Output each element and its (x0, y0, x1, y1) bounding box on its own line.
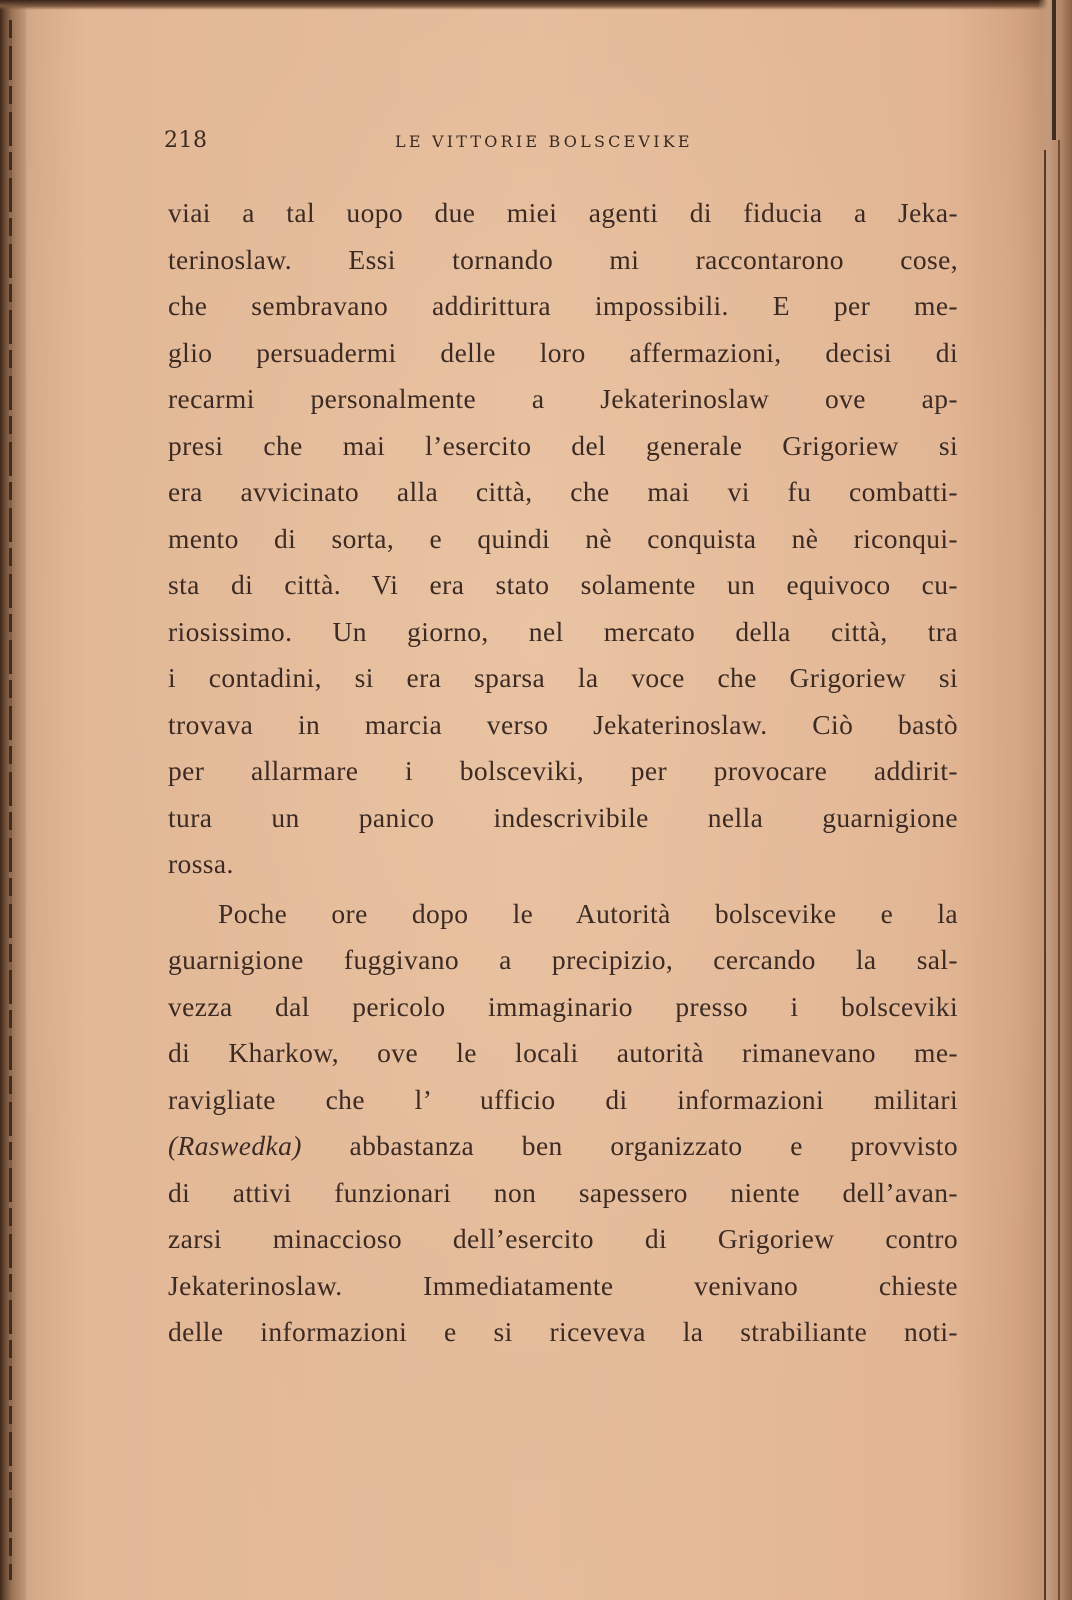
text-line: guarnigione fuggivano a precipizio, cercando la sal- (168, 944, 958, 975)
italic-term: (Raswedka) (168, 1130, 302, 1161)
text-line: di attivi funzionari non sapessero niente dell’avan- (168, 1176, 958, 1208)
text-line: che sembravano addirittura impossibili. E per me- (168, 290, 958, 321)
page-header (164, 128, 959, 158)
text-line: di Kharkow, ove le locali autorità rimanevano me- (168, 1037, 958, 1068)
page-edge-line (1052, 0, 1056, 140)
page-edge-line (1044, 150, 1046, 1600)
text-line: zarsi minaccioso dell’esercito di Grigoriew contro (168, 1223, 958, 1254)
text-line: per allarmare i bolsceviki, per provocare addirit- (168, 755, 958, 786)
text-line: terinoslaw. Essi tornando mi raccontarono cose, (168, 243, 958, 275)
text-line: vezza dal pericolo immaginario presso i bolsceviki (168, 990, 958, 1022)
page-binding-edge (0, 0, 26, 1600)
binding-stitch (9, 20, 12, 1580)
page-top-edge (0, 0, 1072, 10)
text-line: presi che mai l’esercito del generale Grigoriew si (168, 429, 958, 461)
text-line: delle informazioni e si riceveva la strabiliante noti- (168, 1316, 958, 1347)
page-right-edge (1038, 0, 1072, 1600)
body-text (168, 190, 958, 1356)
text-line: i contadini, si era sparsa la voce che Grigoriew si (168, 662, 958, 693)
page-number: 218 (164, 128, 208, 153)
text-line: rossa. (168, 848, 234, 879)
text-line: sta di città. Vi era stato solamente un equivoco cu- (168, 569, 958, 600)
text-line: ravigliate che l’ ufficio di informazioni militari (168, 1083, 958, 1115)
running-head: LE VITTORIE BOLSCEVIKE (395, 132, 693, 151)
text-line-raswedka (168, 1123, 958, 1170)
text-line: Poche ore dopo le Autorità bolscevike e la (218, 897, 958, 929)
text-line: era avvicinato alla città, che mai vi fu combatti- (168, 476, 958, 507)
text-line: recarmi personalmente a Jekaterinoslaw ove ap- (168, 383, 958, 414)
text-line: glio persuadermi delle loro affermazioni, decisi di (168, 336, 958, 368)
text-line: trovava in marcia verso Jekaterinoslaw. Ciò bastò (168, 708, 958, 740)
text-line: Jekaterinoslaw. Immediatamente venivano chieste (168, 1269, 958, 1301)
text-fragment: abbastanza ben organizzato e provvisto (301, 1130, 958, 1161)
text-line: riosissimo. Un giorno, nel mercato della città, tra (168, 615, 958, 647)
text-line: mento di sorta, e quindi nè conquista nè riconqui- (168, 522, 958, 554)
text-line: tura un panico indescrivibile nella guarnigione (168, 801, 958, 833)
text-line: viai a tal uopo due miei agenti di fiducia a Jeka- (168, 197, 958, 228)
page-edge-line (1058, 140, 1060, 1600)
